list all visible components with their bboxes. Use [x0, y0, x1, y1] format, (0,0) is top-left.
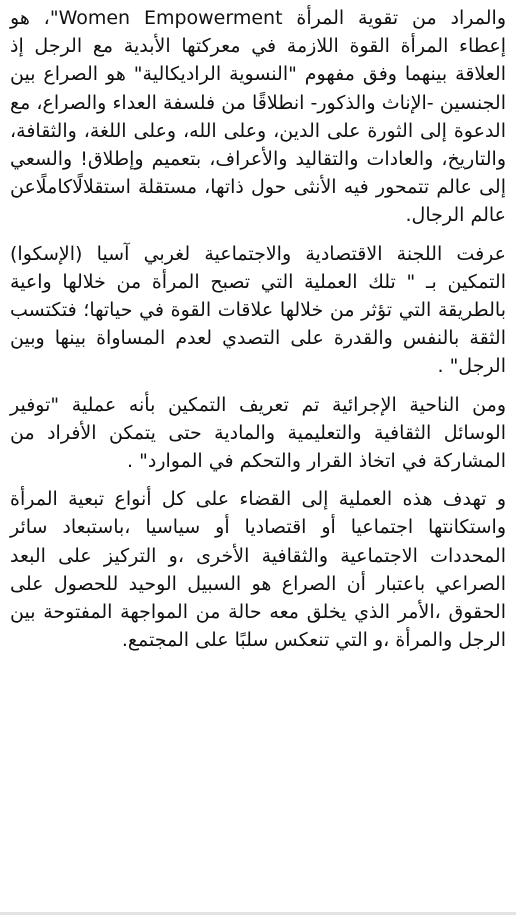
paragraph-escwa-definition: عرفت اللجنة الاقتصادية والاجتماعية لغربي آسيا (الإسكوا) التمكين بـ " تلك العملية التي تصبح المرأة من خلالها واعية بالطريقة التي تؤثر من خلالها علاقات القوة في حياتها؛ فتكتسب الثقة بالنفس والقدرة على التصدي لعدم المساواة بينها وبين الرجل" .	[10, 242, 506, 378]
paragraph-procedural-definition: ومن الناحية الإجرائية تم تعريف التمكين بأنه عملية "توفير الوسائل الثقافية والتعليمية والمادية حتى يتمكن الأفراد من المشاركة في اتخاذ القرار والتحكم في الموارد" .	[10, 393, 506, 473]
paragraph-empowerment-definition: والمراد من تقوية المرأة Women Empowerment"، هو إعطاء المرأة القوة اللازمة في معركتها الأبدية مع الرجل إذ العلاقة بينهما وفق مفهوم "النسوية الراديكالية" هو الصراع بين الجنسين -الإناث والذكور- انطلاقًا من فلسفة العداء والصراع، مع الدعوة إلى الثورة على الدين، وعلى الله، وعلى اللغة، والثقافة، والتاريخ، والعادات والتقاليد والأعراف، بتعميم وإطلاق! والسعي إلى عالم تتمحور فيه الأنثى حول ذاتها، مستقلة استقلالًاكاملًاعن عالم الرجال.	[10, 7, 506, 227]
paragraph-process-goals: و تهدف هذه العملية إلى القضاء على كل أنواع تبعية المرأة واستكانتها اجتماعيا أو اقتصاديا أو سياسيا ،باستبعاد سائر المحددات الاجتماعية والثقافية الأخرى ،و التركيز على البعد الصراعي باعتبار أن الصراع هو السبيل الوحيد للحصول على الحقوق ،الأمر الذي يخلق معه حالة من المواجهة المفتوحة بين الرجل والمرأة ،و التي تنعكس سلبًا على المجتمع.	[10, 488, 506, 652]
article-body	[10, 4, 506, 654]
